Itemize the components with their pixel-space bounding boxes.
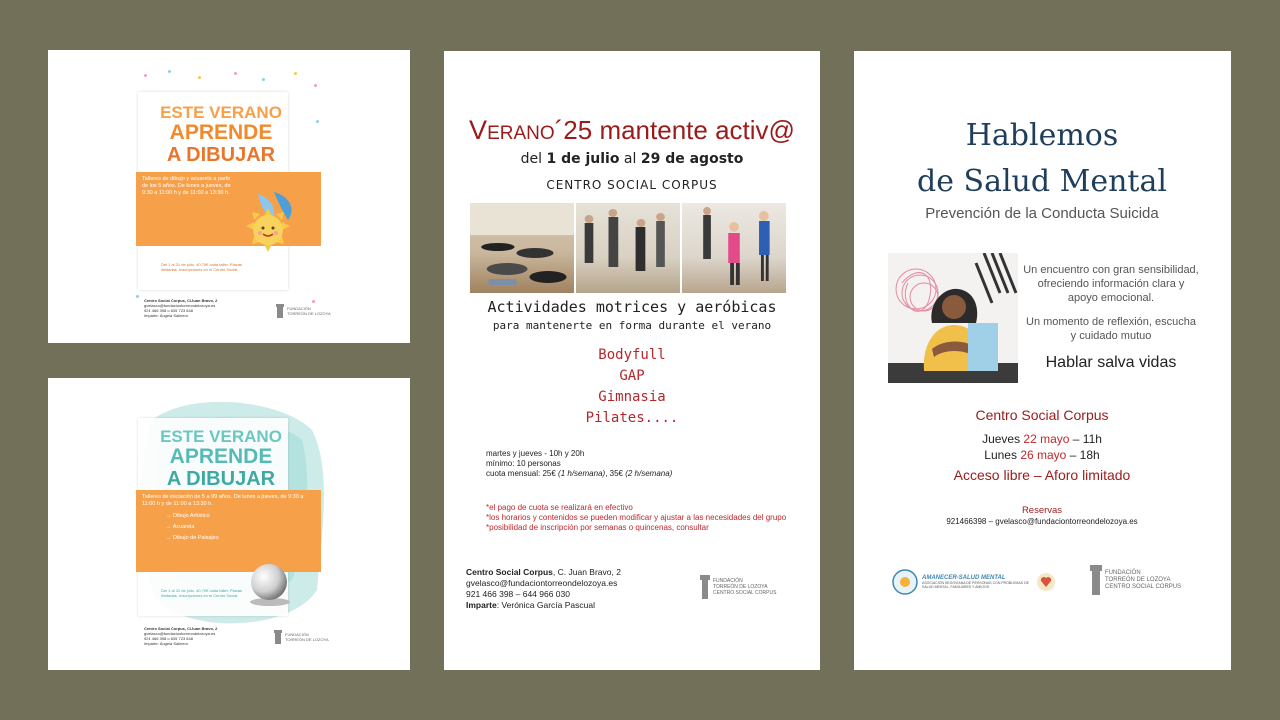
- slogan-text: Hablar salva vidas: [1045, 354, 1177, 371]
- band-item: → Dibujo de Paisajes: [166, 535, 219, 541]
- fee-1: (1 h/semana): [558, 469, 606, 478]
- sun-logo-icon: [892, 569, 918, 595]
- dates-text: Del 1 al 31 de julio. 40,70€ cada taller. Plazas limitadas. Inscripciones en el Centro Social.: [161, 262, 242, 272]
- fee-line: [486, 469, 672, 479]
- title-line2: APRENDE: [169, 121, 273, 144]
- dates-start: 1 de julio: [546, 151, 620, 167]
- confetti-dot: [312, 300, 315, 303]
- fundacion-logo: [1090, 565, 1181, 595]
- note-line: *posibilidad de inscripción por semanas o quincenas, consultar: [486, 523, 709, 532]
- date-range: [444, 151, 820, 167]
- fundacion-logo: [274, 630, 329, 644]
- photo-floor-exercise: [470, 203, 574, 293]
- session-day-1: [854, 432, 1230, 446]
- class-item: GAP: [619, 368, 645, 384]
- band-item-label: Dibujo Artístico: [173, 513, 210, 519]
- poster-drawing-teal[interactable]: [48, 378, 410, 670]
- contact-email[interactable]: gvelasco@fundaciontorreondelozoya.es: [466, 578, 618, 588]
- photo-gym-class: [576, 203, 680, 293]
- center-name: Centro Social Corpus: [975, 407, 1109, 423]
- footer-line2: gvelasco@fundaciontorreondelozoya.es: [144, 631, 216, 636]
- dates-text: Del 1 al 31 de julio. 40,70€ cada taller. Plazas limitadas. Inscripciones en el Centro Social.: [161, 588, 242, 598]
- logo-line1: FUNDACIÓN: [1105, 569, 1141, 576]
- tower-icon: [700, 575, 710, 599]
- title-v: V: [469, 115, 488, 145]
- footer: [144, 298, 217, 318]
- confetti-dot: [294, 72, 297, 75]
- logo-line3: CENTRO SOCIAL CORPUS: [713, 590, 777, 596]
- confetti-dot: [262, 78, 265, 81]
- logo-line1: FUNDACIÓN: [285, 632, 309, 637]
- class-item: Gimnasia: [598, 389, 666, 405]
- poster-title: [854, 113, 1230, 205]
- dates-del: del: [520, 151, 547, 167]
- classes-list: [444, 345, 820, 429]
- center-name: CENTRO SOCIAL CORPUS: [546, 178, 718, 192]
- activities-heading: Actividades motrices y aeróbicas: [487, 298, 777, 316]
- note-line: *el pago de cuota se realizará en efectivo: [486, 503, 633, 512]
- tower-icon: [1090, 565, 1102, 595]
- contact-phone: 921 466 398 – 644 966 030: [466, 589, 570, 599]
- title-line1: ESTE VERANO: [160, 103, 282, 122]
- logo-line2: TORREÓN DE LOZOYA: [287, 311, 331, 316]
- logo-line2: TORREÓN DE LOZOYA: [713, 584, 768, 590]
- footer-line4: Imparte: Ángela Salinero: [144, 641, 189, 646]
- day2-date: 26 mayo: [1020, 448, 1067, 462]
- imparte-label: Imparte: [466, 600, 497, 610]
- band-item: → Acuarela: [166, 524, 195, 530]
- contact-imparte: [466, 600, 621, 611]
- moment-text: Un momento de reflexión, escucha y cuidado mutuo: [1026, 316, 1196, 342]
- title-erano: ERANO: [487, 123, 555, 144]
- poster-subtitle: Prevención de la Conducta Suicida: [925, 205, 1159, 222]
- poster-drawing-orange[interactable]: [48, 50, 410, 343]
- confetti-dot: [198, 76, 201, 79]
- dates-al: al: [619, 151, 641, 167]
- note-line: *los horarios y contenidos se pueden modificar y ajustar a las necesidades del grupo: [486, 513, 787, 522]
- day2-time: – 18h: [1066, 448, 1100, 462]
- confetti-dot: [314, 84, 317, 87]
- confetti-dot: [168, 70, 171, 73]
- dates-end: 29 de agosto: [640, 151, 744, 167]
- heart-hands-icon: [1036, 572, 1056, 592]
- info-band-text: Talleres de iniciación de 5 a 99 años. De lunes a jueves, de 9:30 a 11:00 h y de 11:00 a 13:30 h.: [142, 494, 304, 507]
- schedule-line: mínimo: 10 personas: [486, 459, 561, 468]
- amanecer-title: AMANECER-SALUD MENTAL: [922, 575, 1006, 581]
- confetti-dot: [316, 120, 319, 123]
- amanecer-logo: [892, 569, 1056, 595]
- reservas-contact[interactable]: 921466398 – gvelasco@fundaciontorreondelozoya.es: [946, 517, 1138, 526]
- activities-subheading: para mantenerte en forma durante el verano: [492, 319, 772, 332]
- band-item-label: Dibujo de Paisajes: [173, 535, 219, 541]
- title-line2: de Salud Mental: [917, 164, 1167, 199]
- encounter-text: Un encuentro con gran sensibilidad, ofreciendo información clara y apoyo emocional.: [1023, 264, 1199, 304]
- logo-line2: TORREÓN DE LOZOYA: [285, 637, 329, 642]
- band-item: → Dibujo Artístico: [166, 513, 210, 519]
- confetti-dot: [136, 295, 139, 298]
- title-line1: Hablemos: [965, 118, 1119, 153]
- people-figures: [576, 203, 680, 293]
- day1-date: 22 mayo: [1023, 432, 1070, 446]
- contact-addr: , C. Juan Bravo, 2: [552, 567, 621, 577]
- class-item: Pilates....: [585, 410, 679, 426]
- confetti-dot: [234, 72, 237, 75]
- schedule-line: martes y jueves - 10h y 20h: [486, 449, 585, 458]
- tower-icon: [276, 304, 284, 318]
- day1-time: – 11h: [1069, 432, 1102, 446]
- fundacion-logo: [700, 575, 776, 599]
- contact-name: Centro Social Corpus: [466, 567, 553, 577]
- tower-icon: [274, 630, 282, 644]
- footer: [144, 626, 217, 646]
- reservas-label: Reservas: [1021, 505, 1063, 516]
- confetti-dot: [144, 74, 147, 77]
- people-figures: [470, 203, 574, 293]
- class-item: Bodyfull: [598, 347, 666, 363]
- footer-line2: gvelasco@fundaciontorreondelozoya.es: [144, 303, 216, 308]
- logo-line2: TORREÓN DE LOZOYA: [1105, 576, 1171, 583]
- title-line1: ESTE VERANO: [160, 427, 282, 446]
- fundacion-logo: [276, 304, 331, 318]
- poster-title: [444, 115, 820, 146]
- day2-label: Lunes: [984, 448, 1021, 462]
- people-figures: [682, 203, 786, 293]
- sphere-drawing: [244, 558, 294, 608]
- day1-label: Jueves: [982, 432, 1024, 446]
- title-line2: APRENDE: [169, 445, 273, 468]
- activity-photos: [470, 203, 786, 293]
- info-band-text: Talleres de dibujo y acuarela a partir de los 5 años. De lunes a jueves, de 9:30 a 11:00 h y de 11:00 a 13:30 h.: [142, 176, 231, 196]
- contact-address: [466, 567, 621, 578]
- footer-line3: 921 466 398 o 635 723 648: [144, 308, 193, 313]
- fee-2: (2 h/semana): [625, 469, 673, 478]
- footer-line4: Imparte: Ángela Salinero: [144, 313, 189, 318]
- notes: [486, 503, 786, 533]
- schedule: [486, 449, 672, 479]
- photo-aerobics: [682, 203, 786, 293]
- fee-mid: , 35€: [605, 469, 626, 478]
- person-illustration: [888, 253, 1018, 383]
- band-item-label: Acuarela: [172, 524, 195, 530]
- logo-line1: FUNDACIÓN: [713, 578, 743, 584]
- title-rest: ´25 mantente activ@: [554, 115, 795, 145]
- footer-line1: Centro Social Corpus, C/Juan Bravo, 2: [144, 626, 218, 631]
- fee-prefix: cuota mensual: 25€: [486, 469, 559, 478]
- logo-line1: FUNDACIÓN: [287, 306, 311, 311]
- access-text: Acceso libre – Aforo limitado: [953, 467, 1131, 483]
- amanecer-subtitle: ASOCIACIÓN SEGOVIANA DE PERSONAS CON PROBLEMAS DE SALUD MENTAL, FAMILIARES Y AMIGOS: [922, 581, 1029, 589]
- poster-salud-mental[interactable]: [854, 51, 1231, 670]
- title-line3: A DIBUJAR: [166, 468, 276, 490]
- footer-line3: 921 466 398 o 635 723 648: [144, 636, 193, 641]
- session-day-2: [854, 448, 1230, 462]
- footer-line1: Centro Social Corpus, C/Juan Bravo, 2: [144, 298, 218, 303]
- contact-block: [466, 567, 621, 611]
- imparte-name: : Verónica García Pascual: [496, 600, 595, 610]
- logo-line3: CENTRO SOCIAL CORPUS: [1105, 583, 1182, 590]
- poster-verano-activo[interactable]: [444, 51, 820, 670]
- title-line3: A DIBUJAR: [166, 144, 276, 166]
- sun-illustration: [228, 186, 308, 266]
